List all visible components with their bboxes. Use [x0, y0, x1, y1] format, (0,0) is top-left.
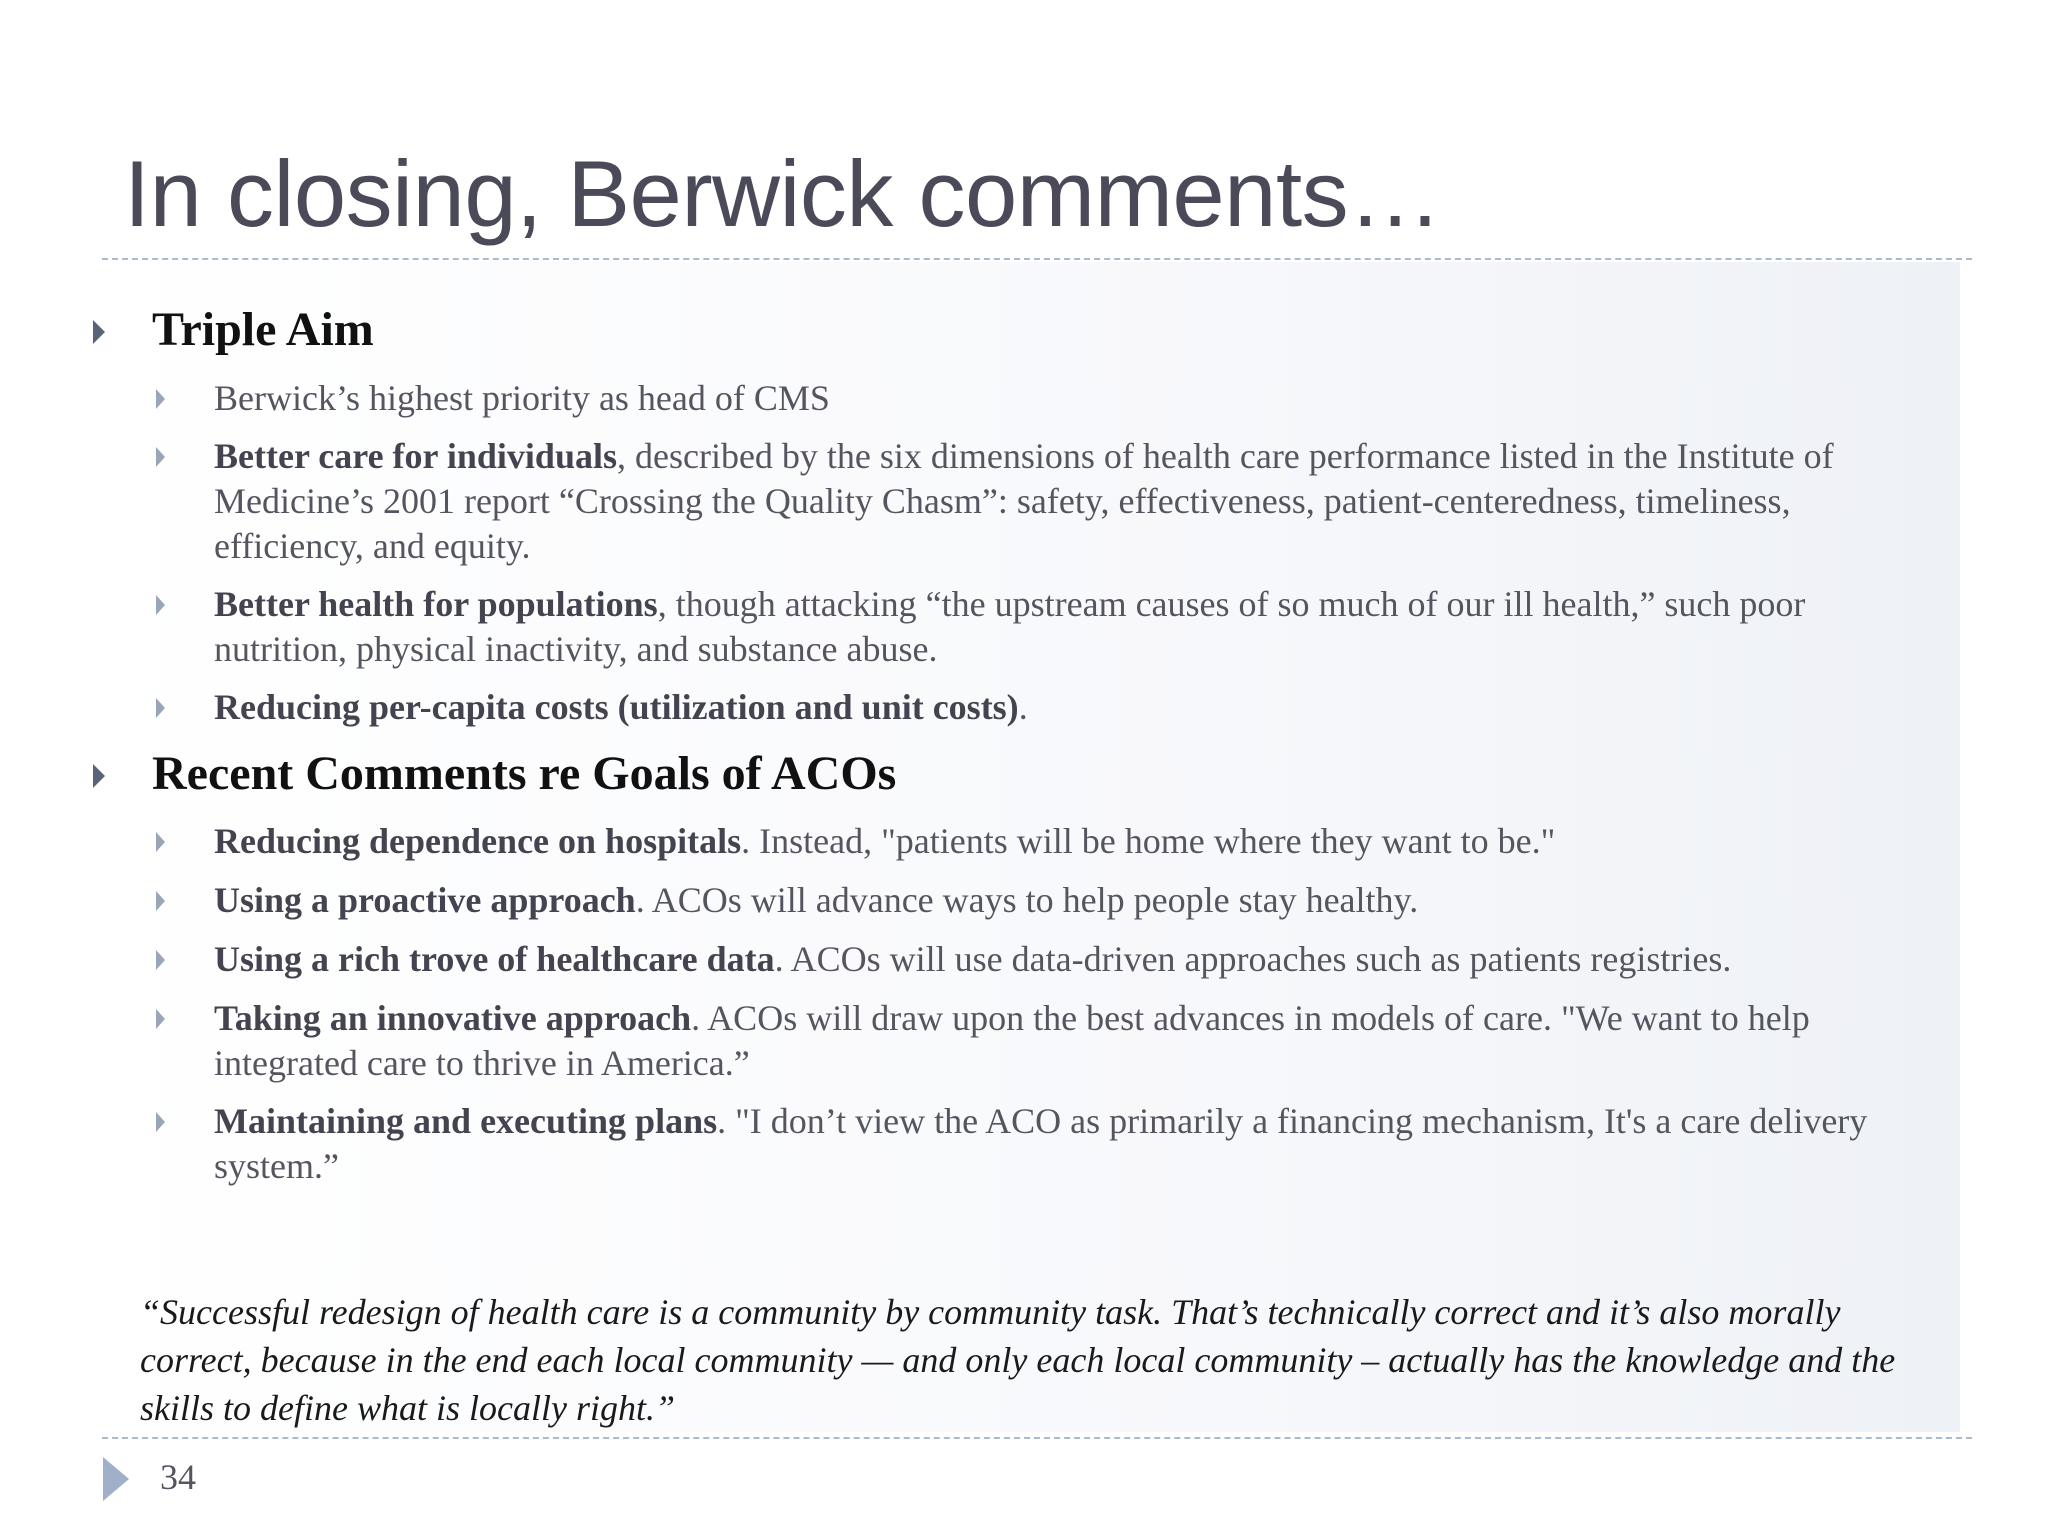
list-item: Better health for populations, though attacking “the upstream causes of so much of our ill health,” such poor nutrition, physical inactivity, and substance abuse. [214, 584, 1806, 669]
sub-bullet-arrow-icon [156, 950, 165, 970]
bullet-arrow-icon [93, 764, 105, 788]
sub-bullet-arrow-icon [156, 447, 165, 467]
sub-bullet-arrow-icon [156, 1112, 165, 1132]
footer-divider [102, 1437, 1972, 1439]
page-number: 34 [160, 1457, 196, 1497]
sub-bullet-arrow-icon [156, 595, 165, 615]
sub-bullet-arrow-icon [156, 389, 165, 409]
title-divider [102, 258, 1972, 260]
bullet-arrow-icon [93, 320, 105, 344]
closing-quote: “Successful redesign of health care is a community by community task. That’s technically correct and it’s also morally correct, because in the end each local community — and only each local community – actually has the knowledge and the skills to define what is locally right.” [140, 1292, 1896, 1428]
section-heading-aco-goals: Recent Comments re Goals of ACOs [152, 747, 897, 800]
footer-arrow-icon [103, 1457, 129, 1501]
list-item: Reducing dependence on hospitals. Instead, "patients will be home where they want to be." [214, 821, 1556, 861]
list-item: Maintaining and executing plans. "I don’t view the ACO as primarily a financing mechanism, It's a care delivery system.” [214, 1101, 1868, 1186]
list-item: Better care for individuals, described by the six dimensions of health care performance listed in the Institute of Medicine’s 2001 report “Crossing the Quality Chasm”: safety, effectiveness, patient-centeredness, timeliness, efficiency, and equity. [214, 436, 1834, 566]
list-item: Berwick’s highest priority as head of CMS [214, 378, 830, 418]
section-heading-triple-aim: Triple Aim [152, 303, 374, 356]
sub-bullet-arrow-icon [156, 1009, 165, 1029]
list-item: Using a proactive approach. ACOs will advance ways to help people stay healthy. [214, 880, 1419, 920]
list-item: Taking an innovative approach. ACOs will draw upon the best advances in models of care. "We want to help integrated care to thrive in America.” [214, 998, 1810, 1083]
slide-title: In closing, Berwick comments… [124, 141, 1442, 246]
sub-bullet-arrow-icon [156, 891, 165, 911]
sub-bullet-arrow-icon [156, 698, 165, 718]
list-item: Reducing per-capita costs (utilization and unit costs). [214, 687, 1028, 727]
sub-bullet-arrow-icon [156, 832, 165, 852]
list-item: Using a rich trove of healthcare data. ACOs will use data-driven approaches such as patients registries. [214, 939, 1732, 979]
